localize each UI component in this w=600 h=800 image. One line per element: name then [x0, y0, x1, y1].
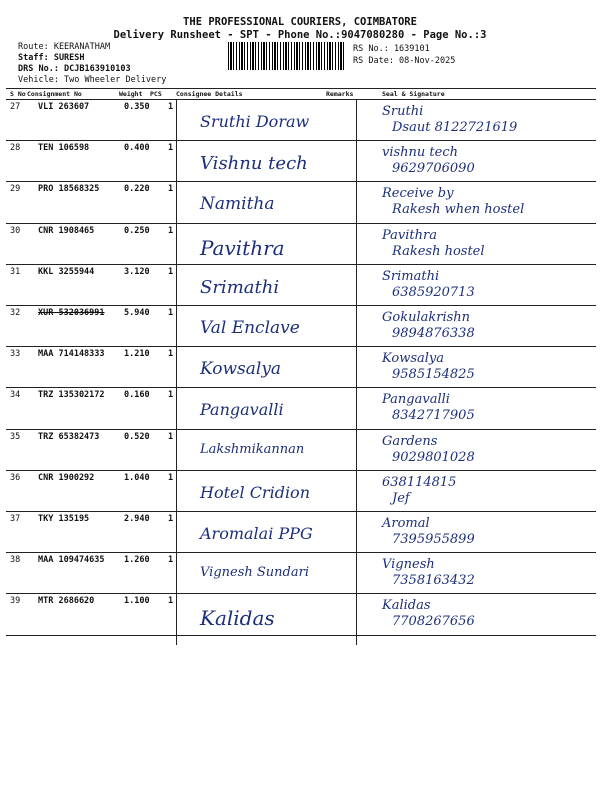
signature-line1: 638114815: [382, 474, 457, 490]
row-weight: 5.940: [124, 308, 150, 318]
consignment-number: TKY 135195: [38, 514, 90, 524]
consignment-number: CNR 1900292: [38, 472, 95, 483]
row-sno: 30: [10, 225, 21, 236]
consignment-number: XUR 532036991: [38, 308, 105, 318]
row-weight: 0.400: [124, 143, 150, 154]
row-sno: 28: [10, 143, 21, 154]
drs-label: DRS No.: DCJB163910103: [18, 64, 131, 74]
row-weight: 0.350: [124, 102, 150, 112]
table-top-border: [6, 88, 596, 89]
row-pcs: 1: [168, 472, 174, 483]
signature-line2: 7395955899: [392, 532, 475, 547]
col-sno: S No: [10, 90, 26, 98]
row-weight: 0.250: [124, 225, 150, 236]
consignment-number: CNR 1908465: [38, 225, 95, 236]
signature-line2: Jef: [392, 490, 410, 506]
rs-number: RS No.: 1639101: [353, 44, 430, 54]
consignment-number: VLI 263607: [38, 102, 90, 112]
signature-line2: 9585154825: [392, 367, 475, 383]
signature-line1: Kowsalya: [382, 351, 444, 367]
consignee-handwritten: Aromalai PPG: [200, 524, 313, 543]
row-weight: 1.100: [124, 596, 150, 607]
row-pcs: 1: [168, 143, 174, 154]
signature-line2: 6385920713: [392, 284, 475, 300]
consignment-number: TRZ 135302172: [38, 390, 105, 401]
consignee-handwritten: Kowsalya: [200, 359, 282, 380]
route-label: Route: KEERANATHAM: [18, 42, 111, 52]
row-sno: 38: [10, 555, 21, 566]
table-row: [0, 306, 600, 347]
row-sno: 37: [10, 514, 21, 524]
row-pcs: 1: [168, 308, 174, 318]
signature-line1: Kalidas: [382, 598, 431, 614]
row-sno: 36: [10, 472, 21, 483]
consignee-handwritten: Lakshmikannan: [200, 441, 305, 457]
row-pcs: 1: [168, 596, 174, 607]
signature-line2: 8342717905: [392, 408, 475, 424]
row-sno: 39: [10, 596, 21, 607]
consignee-handwritten: Val Enclave: [200, 318, 300, 338]
row-pcs: 1: [168, 102, 174, 112]
table-row: [0, 553, 600, 594]
row-pcs: 1: [168, 431, 174, 442]
consignment-number: MAA 109474635: [38, 555, 105, 566]
row-weight: 1.210: [124, 349, 150, 360]
row-sno: 35: [10, 431, 21, 442]
row-pcs: 1: [168, 514, 174, 524]
table-row: [0, 182, 600, 223]
col-seal: Seal & Signature: [382, 90, 445, 98]
table-row: [0, 471, 600, 512]
col-remarks: Remarks: [326, 90, 354, 98]
row-pcs: 1: [168, 266, 174, 277]
consignee-handwritten: Pavithra: [200, 235, 285, 260]
consignment-number: MAA 714148333: [38, 349, 105, 360]
row-weight: 0.220: [124, 184, 150, 195]
consignee-handwritten: Vishnu tech: [200, 153, 308, 175]
signature-line2: 9629706090: [392, 161, 475, 177]
table-row: [0, 430, 600, 471]
row-pcs: 1: [168, 349, 174, 360]
row-pcs: 1: [168, 184, 174, 195]
consignee-handwritten: Sruthi Doraw: [200, 112, 310, 131]
runsheet-subtitle: Delivery Runsheet - SPT - Phone No.:9047080280 - Page No.:3: [113, 29, 487, 41]
row-sno: 32: [10, 308, 21, 318]
table-row: [0, 224, 600, 265]
vehicle-label: Vehicle: Two Wheeler Delivery: [18, 75, 167, 85]
consignment-number: TEN 106598: [38, 143, 90, 154]
signature-line1: Receive by: [382, 186, 454, 202]
signature-line1: Sruthi: [382, 104, 424, 119]
row-weight: 0.160: [124, 390, 150, 401]
table-row: [0, 512, 600, 553]
signature-line1: Pangavalli: [382, 392, 450, 408]
consignee-handwritten: Namitha: [200, 194, 275, 215]
consignment-number: TRZ 65382473: [38, 431, 100, 442]
consignment-number: KKL 3255944: [38, 266, 95, 277]
signature-line2: 9029801028: [392, 449, 475, 465]
signature-line1: Pavithra: [382, 227, 437, 243]
rs-date: RS Date: 08-Nov-2025: [353, 56, 456, 66]
table-row: [0, 347, 600, 388]
signature-line1: Gokulakrishn: [382, 310, 471, 325]
row-weight: 2.940: [124, 514, 150, 524]
table-row: [0, 265, 600, 306]
signature-line1: Vignesh: [382, 557, 435, 573]
consignment-number: MTR 2686620: [38, 596, 95, 607]
signature-line2: 7358163432: [392, 573, 475, 589]
row-pcs: 1: [168, 390, 174, 401]
table-row: [0, 100, 600, 141]
col-weight: Weight: [119, 90, 143, 98]
signature-line2: Rakesh when hostel: [392, 202, 525, 218]
row-sno: 31: [10, 266, 21, 277]
signature-line2: Dsaut 8122721619: [392, 120, 518, 135]
row-sno: 27: [10, 102, 21, 112]
barcode-image: [228, 42, 346, 70]
table-row: [0, 141, 600, 182]
row-weight: 3.120: [124, 266, 150, 277]
row-separator: [6, 635, 596, 636]
row-pcs: 1: [168, 555, 174, 566]
table-row: [0, 388, 600, 429]
consignment-number: PRO 18568325: [38, 184, 100, 195]
row-weight: 1.040: [124, 472, 150, 483]
row-pcs: 1: [168, 225, 174, 236]
consignee-handwritten: Hotel Cridion: [200, 482, 310, 502]
row-weight: 1.260: [124, 555, 150, 566]
signature-line1: Gardens: [382, 433, 438, 449]
signature-line2: 7708267656: [392, 614, 475, 630]
consignee-handwritten: Pangavalli: [200, 400, 284, 420]
company-title: THE PROFESSIONAL COURIERS, COIMBATORE: [183, 16, 417, 28]
signature-line2: Rakesh hostel: [392, 243, 485, 259]
signature-line1: vishnu tech: [382, 145, 458, 161]
signature-line1: Aromal: [382, 516, 430, 531]
signature-line2: 9894876338: [392, 326, 475, 341]
staff-label: Staff: SURESH: [18, 53, 85, 63]
row-sno: 33: [10, 349, 21, 360]
row-sno: 29: [10, 184, 21, 195]
col-consignment: Consignment No: [27, 90, 82, 98]
col-pcs: PCS: [150, 90, 162, 98]
signature-line1: Srimathi: [382, 268, 440, 284]
row-sno: 34: [10, 390, 21, 401]
col-consignee: Consignee Details: [176, 90, 243, 98]
consignee-handwritten: Srimathi: [200, 276, 280, 298]
table-row: [0, 594, 600, 635]
consignee-handwritten: Kalidas: [200, 606, 275, 631]
row-weight: 0.520: [124, 431, 150, 442]
consignee-handwritten: Vignesh Sundari: [200, 565, 309, 581]
